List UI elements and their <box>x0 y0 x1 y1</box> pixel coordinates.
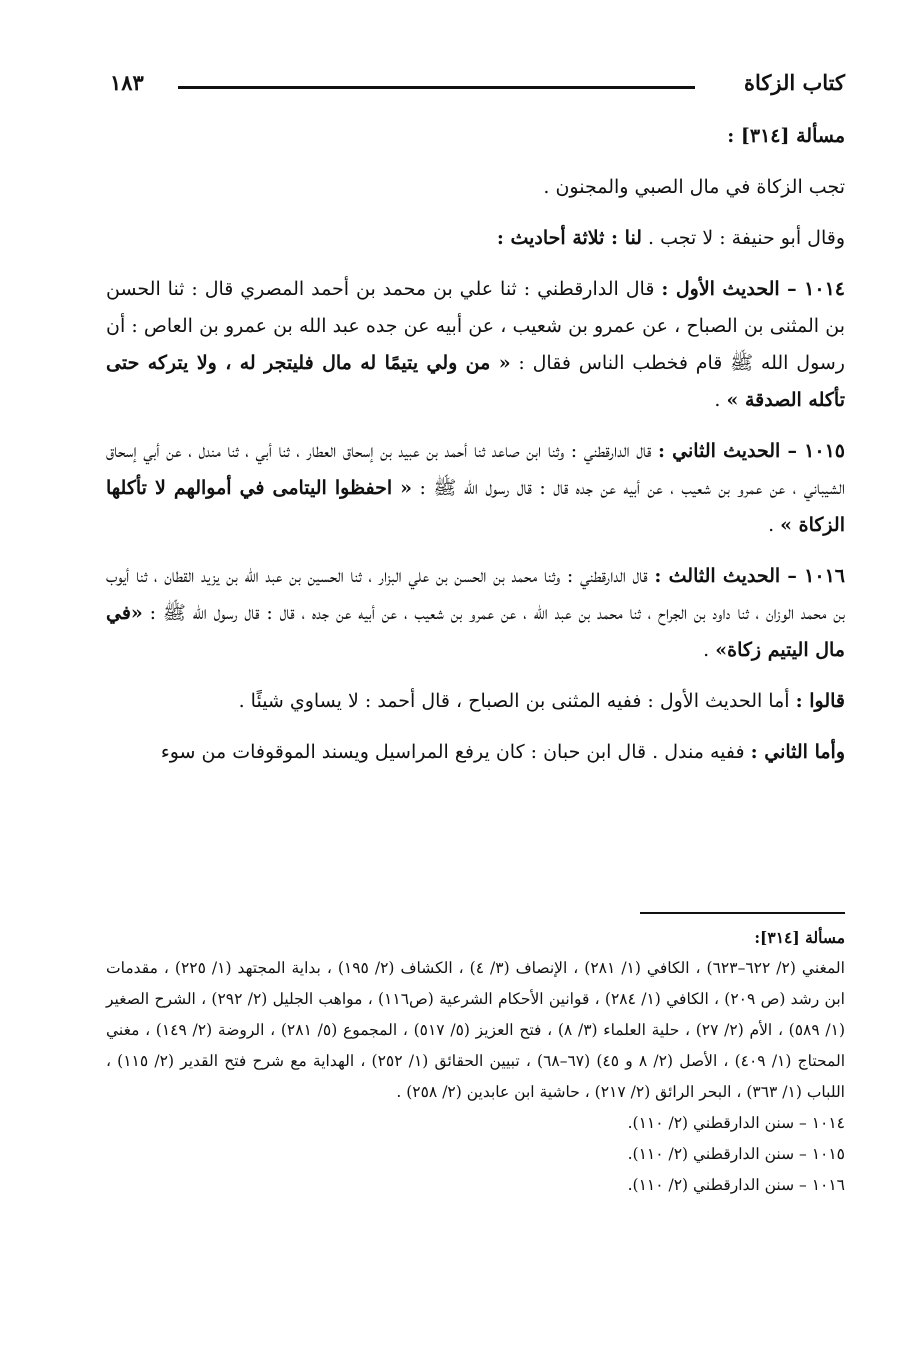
opposing-view-paragraph <box>106 220 845 257</box>
masala-heading: مسألة [٣١٤] : <box>727 125 845 147</box>
our-evidence: لنا : ثلاثة أحاديث : <box>496 227 642 249</box>
hadith-1014-chain: قال الدارقطني : ثنا علي بن محمد بن أحمد المصري قال : ثنا الحسن بن المثنى بن الصباح ، عن عمرو بن شعيب ، عن أبيه عن جده عبد الله بن عمرو بن العاص : أن رسول الله ﷺ قام فخطب الناس فقال : <box>106 278 845 374</box>
main-text <box>106 118 845 771</box>
hadith-1016-matn: «في مال اليتيم زكاة» <box>106 602 845 661</box>
hadith-1015 <box>106 433 845 544</box>
footnotes <box>106 922 845 1201</box>
footnote-masala-refs: المغني (٢/ ٦٢٢–٦٢٣) ، الكافي (١/ ٢٨١) ، الإنصاف (٣/ ٤) ، الكشاف (٢/ ١٩٥) ، بداية المجتهد (١/ ٢٢٥) ، مقدمات ابن رشد (ص ٢٠٩) ، الكافي (١/ ٢٨٤) ، قوانين الأحكام الشرعية (ص١١٦) ، مواهب الجليل (٢/ ٢٩٢) ، الشرح الصغير (١/ ٥٨٩) ، الأم (٢/ ٢٧) ، حلية العلماء (٣/ ٨) ، فتح العزيز (٥/ ٥١٧) ، المجموع (٥/ ٢٨١) ، الروضة (٢/ ١٤٩) ، مغني المحتاج (١/ ٤٠٩) ، الأصل (٢/ ٨ و ٤٥) (٦٧–٦٨) ، تبيين الحقائق (١/ ٢٥٢) ، الهداية مع شرح فتح القدير (٢/ ١١٥) ، اللباب (١/ ٣٦٣) ، البحر الرائق (٢/ ٢١٧) ، حاشية ابن عابدين (٢/ ٢٥٨) . <box>106 959 846 1101</box>
objection-label: قالوا : <box>795 690 845 712</box>
hadith-1016 <box>106 558 845 669</box>
second-text: ففيه مندل . قال ابن حبان : كان يرفع المراسيل ويسند الموقوفات من سوء <box>160 741 745 763</box>
hadith-1016-chain: قال الدارقطني : وثنا محمد بن الحسن بن علي البزار ، ثنا الحسين بن عبد الله بن يزيد القطان ، ثنا أيوب بن محمد الوزان ، ثنا داود بن الجراح ، ثنا محمد بن عبد الله ، عن عمرو بن شعيب ، عن أبيه عن جده ، قال : قال رسول الله ﷺ : <box>106 565 845 624</box>
footnote-1015: ١٠١٥ – سنن الدارقطني (٢/ ١١٠). <box>627 1145 845 1163</box>
hadith-1014-matn: « من ولي يتيمًا له مال فليتجر له ، ولا يتركه حتى تأكله الصدقة » <box>106 352 845 411</box>
hadith-1015-end: . <box>768 514 781 536</box>
opposing-view: وقال أبو حنيفة : لا تجب . <box>648 227 845 249</box>
second-hadith-critique <box>106 734 845 771</box>
hadith-1015-matn: « احفظوا اليتامى في أموالهم لا تأكلها الزكاة » <box>106 477 845 536</box>
hadith-1014 <box>106 271 845 419</box>
running-title: كتاب الزكاة <box>743 70 845 95</box>
hadith-1014-label: ١٠١٤ – الحديث الأول : <box>661 278 845 300</box>
footnote-separator <box>640 912 845 914</box>
footnote-masala-label: مسألة [٣١٤]: <box>754 928 845 947</box>
page-number: ١٨٣ <box>110 70 144 95</box>
footnote-1016: ١٠١٦ – سنن الدارقطني (٢/ ١١٠). <box>627 1176 845 1194</box>
footnote-1014: ١٠١٤ – سنن الدارقطني (٢/ ١١٠). <box>627 1114 845 1132</box>
hadith-1016-end: . <box>703 639 716 661</box>
statement: تجب الزكاة في مال الصبي والمجنون . <box>543 176 845 198</box>
second-label: وأما الثاني : <box>750 741 845 763</box>
header-rule <box>178 86 695 89</box>
hadith-1015-chain: قال الدارقطني : وثنا ابن صاعد ثنا أحمد بن عبيد بن إسحاق العطار ، ثنا أبي ، ثنا مندل ، عن أبي إسحاق الشيباني ، عن عمرو بن شعيب ، عن أبيه عن جده قال : قال رسول الله ﷺ : <box>106 440 845 499</box>
objection-paragraph <box>106 683 845 720</box>
hadith-1016-label: ١٠١٦ – الحديث الثالث : <box>654 565 845 587</box>
objection-text: أما الحديث الأول : ففيه المثنى بن الصباح ، قال أحمد : لا يساوي شيئًا . <box>238 690 790 712</box>
hadith-1015-label: ١٠١٥ – الحديث الثاني : <box>658 440 845 462</box>
page-header <box>110 70 845 104</box>
hadith-1014-end: . <box>714 389 727 411</box>
